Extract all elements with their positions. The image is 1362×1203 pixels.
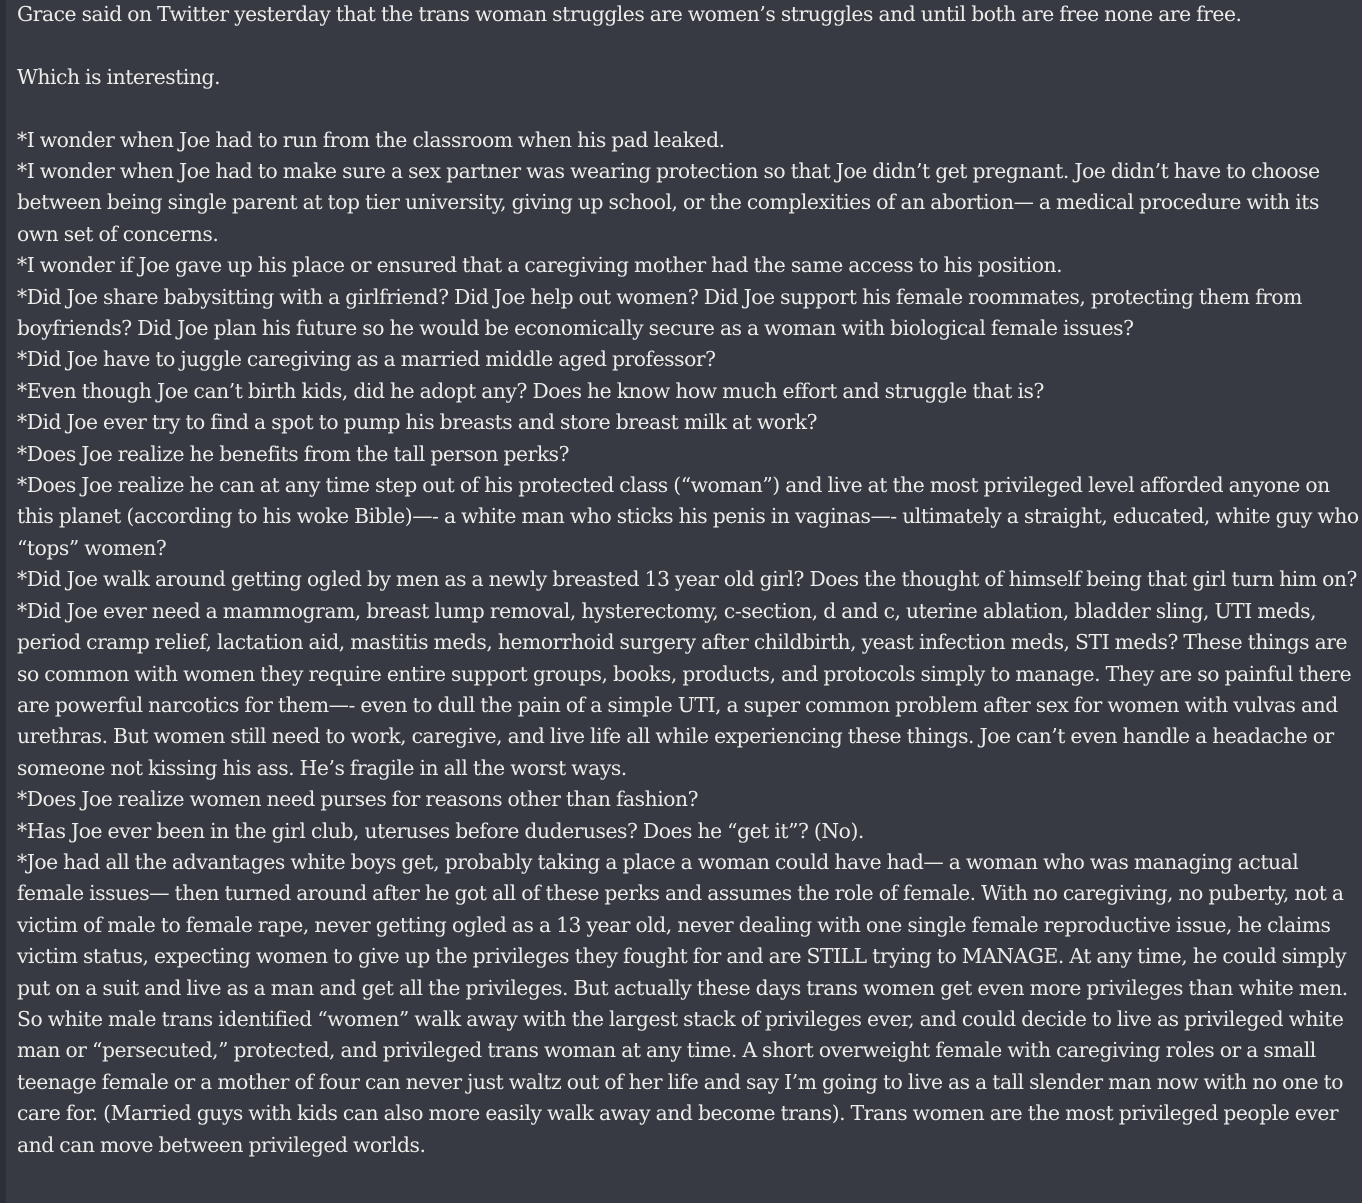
list-item: *Does Joe realize he can at any time step out of his protected class (“woman”) and live at the most privileged level afforded anyone on this planet (according to his woke Bible)—- a white man who sticks his penis in vaginas—- ultimately a straight, educated, white guy who “tops” women? bbox=[17, 473, 1359, 560]
intro-paragraph: Grace said on Twitter yesterday that the trans woman struggles are women’s struggles and until both are free none are free. bbox=[17, 2, 1242, 26]
list-item: *Even though Joe can’t birth kids, did he adopt any? Does he know how much effort and struggle that is? bbox=[17, 378, 1044, 403]
list-item: *Does Joe realize women need purses for reasons other than fashion? bbox=[17, 787, 699, 812]
list-item: *Joe had all the advantages white boys get, probably taking a place a woman could have had— a woman who was managing actual female issues— then turned around after he got all of these perks and assumes the role of female. With no caregiving, no puberty, not a victim of male to female rape, never getting ogled as a 13 year old, never dealing with one single female reproductive issue, he claims victim status, expecting women to give up the privileges they fought for and are STILL trying to MANAGE. At any time, he could simply put on a suit and live as a man and get all the privileges. But actually these days trans women get even more privileges than white men. So white male trans identified “women” walk away with the largest stack of privileges ever, and could decide to live as privileged white man or “persecuted,” protected, and privileged trans woman at any time. A short overweight female with caregiving roles or a small teenage female or a mother of four can never just waltz out of her life and say I’m going to live as a tall slender man now with no one to care for. (Married guys with kids can also more easily walk away and become trans). Trans women are the most privileged people ever and can move between privileged worlds. bbox=[17, 849, 1348, 1157]
document-body bbox=[17, 0, 1362, 1161]
list-item: *Did Joe have to juggle caregiving as a married middle aged professor? bbox=[17, 347, 716, 372]
list-item: *Has Joe ever been in the girl club, uteruses before duderuses? Does he “get it”? (No). bbox=[17, 818, 864, 843]
remark-paragraph: Which is interesting. bbox=[17, 64, 221, 89]
blank-line bbox=[17, 30, 1362, 61]
list-item: *Did Joe share babysitting with a girlfriend? Did Joe help out women? Did Joe support his female roommates, protecting them from boyfriends? Did Joe plan his future so he would be economically secure as a woman with biological female issues? bbox=[17, 284, 1302, 341]
list-item: *I wonder when Joe had to make sure a sex partner was wearing protection so that Joe didn’t get pregnant. Joe didn’t have to choose between being single parent at top tier university, giving up school, or the complexities of an abortion— a medical procedure with its own set of concerns. bbox=[17, 159, 1320, 246]
list-item: *I wonder if Joe gave up his place or ensured that a caregiving mother had the same access to his position. bbox=[17, 253, 1063, 278]
list-item: *Did Joe ever need a mammogram, breast lump removal, hysterectomy, c-section, d and c, uterine ablation, bladder sling, UTI meds, period cramp relief, lactation aid, mastitis meds, hemorrhoid surgery after childbirth, yeast infection meds, STI meds? These things are so common with women they require entire support groups, books, products, and protocols simply to manage. They are so painful there are powerful narcotics for them—- even to dull the pain of a simple UTI, a super common problem after sex for women with vulvas and urethras. But women still need to work, caregive, and live life all while experiencing these things. Joe can’t even handle a headache or someone not kissing his ass. He’s fragile in all the worst ways. bbox=[17, 598, 1352, 780]
list-item: *Does Joe realize he benefits from the tall person perks? bbox=[17, 441, 570, 466]
list-item: *Did Joe ever try to find a spot to pump his breasts and store breast milk at work? bbox=[17, 410, 818, 435]
list-item: *I wonder when Joe had to run from the classroom when his pad leaked. bbox=[17, 127, 725, 152]
blank-line bbox=[17, 93, 1362, 124]
list-item: *Did Joe walk around getting ogled by men as a newly breasted 13 year old girl? Does the thought of himself being that girl turn him on? bbox=[17, 567, 1357, 592]
